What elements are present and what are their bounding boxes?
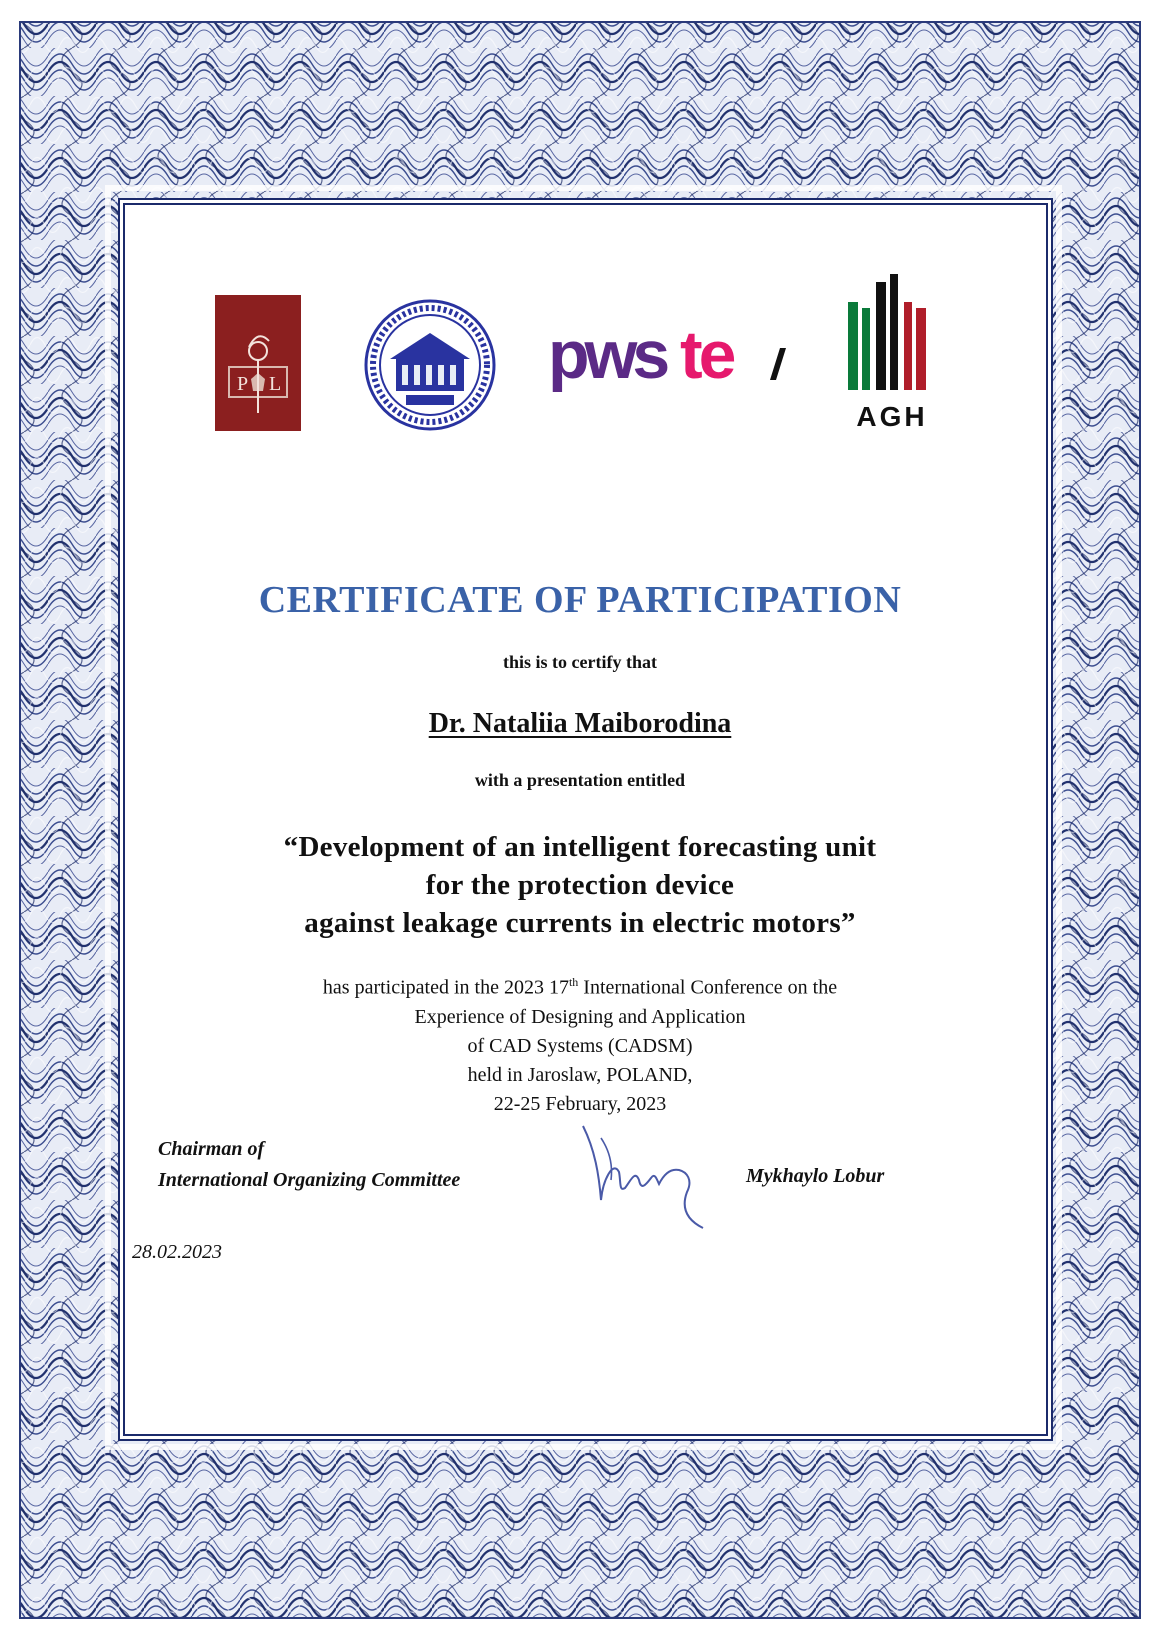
signatory-role-line-2: International Organizing Committee (158, 1169, 461, 1191)
pwste-logo (548, 318, 798, 408)
svg-text:AGH: AGH (856, 401, 928, 432)
certificate-title: CERTIFICATE OF PARTICIPATION (258, 579, 902, 621)
university-seal-icon (350, 295, 510, 435)
pol-emblem-icon (215, 295, 301, 431)
participation-details (0, 968, 1160, 1119)
agh-logo (846, 272, 938, 432)
svg-text:te: te (680, 318, 733, 393)
presentation-title-line-3: against leakage currents in electric motors” (304, 907, 856, 939)
presentation-title-line-1: “Development of an intelligent forecasting unit (283, 831, 877, 863)
recipient-name (0, 708, 1160, 740)
participation-ordinal: th (568, 975, 579, 989)
svg-text:pws: pws (548, 318, 666, 393)
presentation-title (0, 828, 1160, 942)
participation-prefix: has participated in the 2023 17 (322, 976, 569, 999)
participation-suffix: International Conference on the (578, 976, 838, 999)
participation-line-4: held in Jaroslaw, POLAND, (467, 1063, 693, 1086)
svg-text:P: P (237, 373, 249, 395)
signatory-name: Mykhaylo Lobur (746, 1165, 885, 1187)
svg-text:L: L (269, 373, 282, 395)
participation-line-1 (0, 968, 1160, 1003)
participation-line-2: Experience of Designing and Application (414, 1005, 746, 1028)
participation-line-3: of CAD Systems (CADSM) (467, 1034, 693, 1057)
lviv-polytechnic-seal (350, 295, 510, 435)
presentation-intro: with a presentation entitled (474, 770, 686, 790)
signatory-role-line-1: Chairman of (158, 1138, 265, 1160)
signature-icon (575, 1120, 715, 1235)
issue-date: 28.02.2023 (132, 1241, 222, 1263)
signatory-role (158, 1134, 460, 1196)
recipient-name-text: Dr. Nataliia Maiborodina (428, 708, 732, 739)
pol-logo (215, 295, 301, 431)
presentation-title-line-2: for the protection device (425, 869, 735, 901)
certify-line: this is to certify that (503, 652, 657, 672)
participation-line-5: 22-25 February, 2023 (493, 1092, 667, 1115)
